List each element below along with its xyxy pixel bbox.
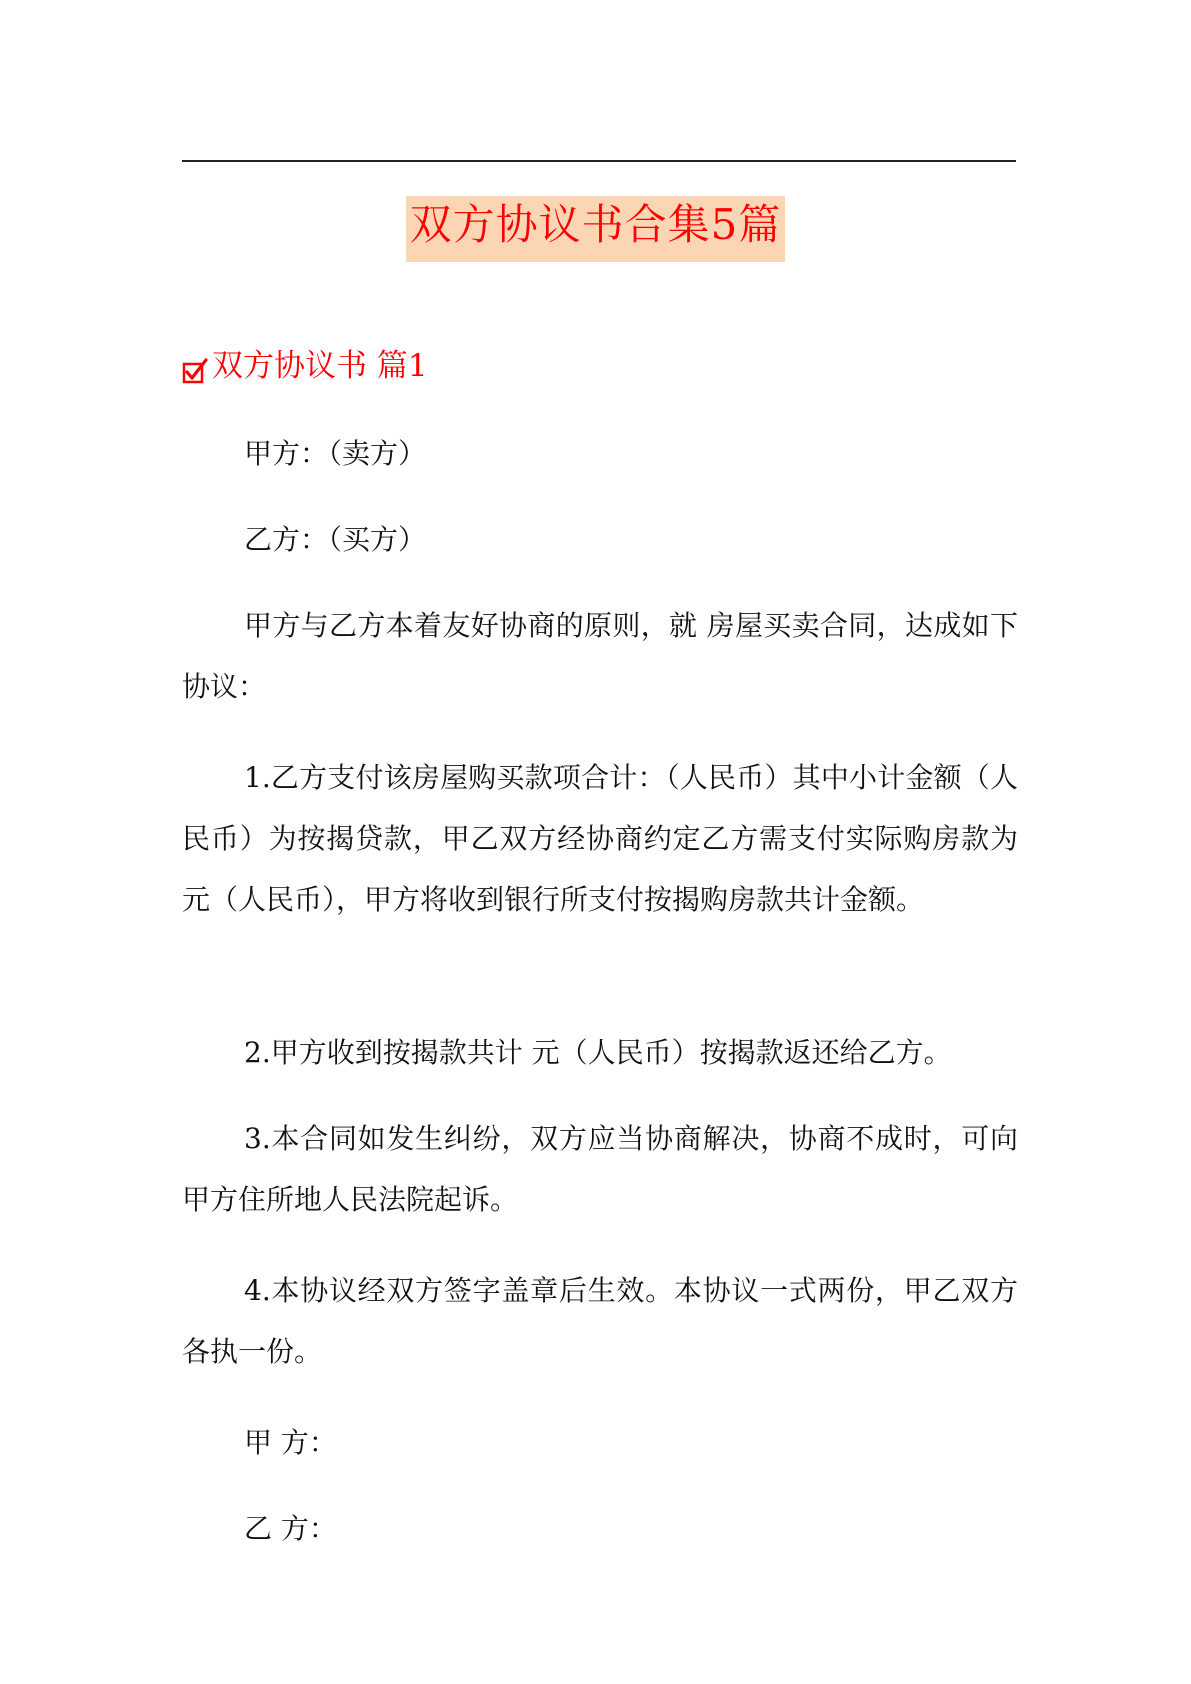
- header-rule: [182, 160, 1016, 162]
- intro-paragraph: 甲方与乙方本着友好协商的原则，就 房屋买卖合同，达成如下协议：: [182, 609, 1018, 703]
- party-b-label: 乙方：（买方）: [244, 523, 427, 556]
- signature-party-a: 甲 方：: [244, 1426, 337, 1459]
- section-heading-text: 双方协议书 篇1: [212, 348, 428, 384]
- signature-party-b: 乙 方：: [244, 1512, 337, 1545]
- section-heading: [182, 348, 428, 384]
- clause-2: 2.甲方收到按揭款共计 元（人民币）按揭款返还给乙方。: [244, 1036, 952, 1069]
- party-a-label: 甲方：（卖方）: [244, 437, 427, 470]
- clause-3: 3.本合同如发生纠纷，双方应当协商解决，协商不成时，可向甲方住所地人民法院起诉。: [182, 1122, 1018, 1216]
- clause-1: 1.乙方支付该房屋购买款项合计：（人民币）其中小计金额（人民币）为按揭贷款，甲乙双方经协商约定乙方需支付实际购房款为 元（人民币），甲方将收到银行所支付按揭购房款共计金额。: [182, 761, 1018, 916]
- clause-4: 4.本协议经双方签字盖章后生效。本协议一式两份，甲乙双方各执一份。: [182, 1274, 1018, 1368]
- document-title: 双方协议书合集5篇: [406, 196, 786, 262]
- checkbox-check-icon: [182, 358, 208, 384]
- title-container: [0, 196, 1191, 262]
